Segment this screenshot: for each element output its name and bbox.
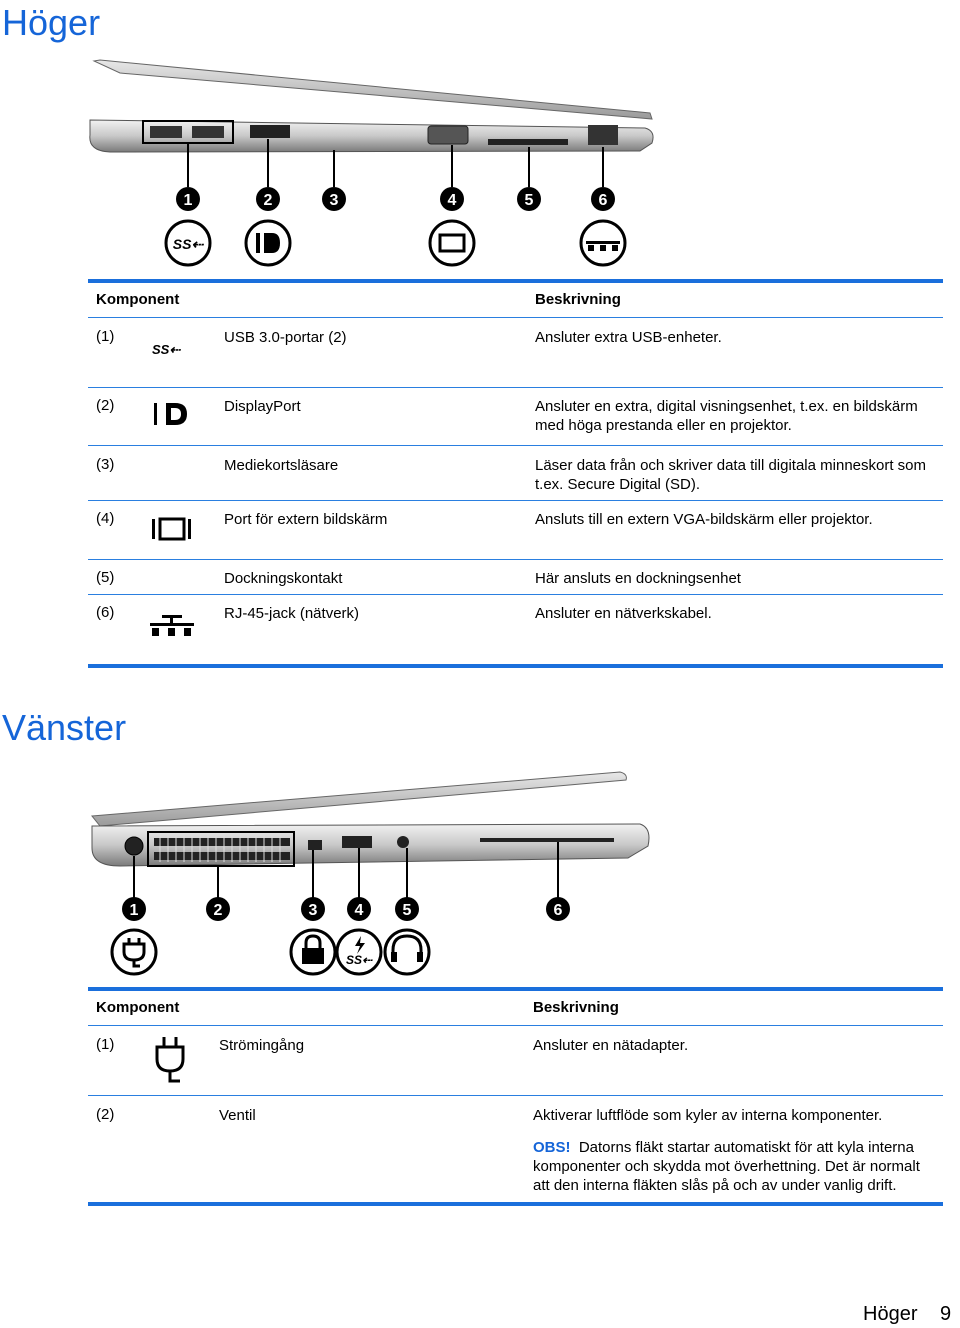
table-header-description: Beskrivning [535, 291, 621, 308]
table-bottom-rule [88, 664, 943, 668]
svg-text:3: 3 [329, 192, 339, 209]
laptop-right-side-illustration [80, 55, 660, 270]
svg-text:SS⇠: SS⇠ [345, 953, 373, 967]
component-description: Ansluter extra USB-enheter. [535, 329, 722, 346]
svg-text:3: 3 [308, 902, 318, 919]
component-description: Läser data från och skriver data till digitala minneskort som t.ex. Secure Digital (SD). [535, 457, 927, 493]
component-description: Aktiverar luftflöde som kyler av interna komponenter. [533, 1107, 883, 1124]
row-number: (5) [96, 569, 115, 586]
component-description: Här ansluts en dockningsenhet [535, 570, 741, 587]
section-title-left: Vänster [2, 707, 127, 748]
row-number: (6) [96, 604, 115, 621]
laptop-left-side-illustration [80, 768, 660, 983]
table-header-component: Komponent [96, 291, 180, 308]
component-name: Strömingång [219, 1037, 305, 1054]
row-number: (3) [96, 456, 115, 473]
table-header-component: Komponent [96, 999, 180, 1016]
component-name: USB 3.0-portar (2) [224, 329, 347, 346]
svg-text:4: 4 [354, 902, 364, 919]
table-header-description: Beskrivning [533, 999, 619, 1016]
table-bottom-rule [88, 1202, 943, 1206]
svg-text:5: 5 [524, 192, 534, 209]
row-number: (4) [96, 510, 115, 527]
component-description: Ansluter en extra, digital visningsenhet, t.ex. en bildskärm med höga prestanda eller en projektor. [535, 398, 918, 434]
svg-text:SS⇠: SS⇠ [172, 236, 204, 252]
component-description: Ansluts till en extern VGA-bildskärm eller projektor. [535, 511, 873, 528]
component-name: Mediekortsläsare [224, 457, 339, 474]
page-number: 9 [940, 1303, 952, 1325]
svg-text:2: 2 [213, 902, 223, 919]
obs-note [533, 1138, 933, 1195]
component-name: Port för extern bildskärm [224, 511, 388, 528]
svg-text:5: 5 [402, 902, 412, 919]
table-top-rule [88, 987, 943, 991]
svg-text:6: 6 [598, 192, 608, 209]
svg-text:4: 4 [447, 192, 457, 209]
svg-text:2: 2 [263, 192, 273, 209]
power-plug-icon [154, 1035, 186, 1092]
section-title-right: Höger [2, 2, 101, 43]
displayport-icon [152, 401, 194, 432]
row-number: (2) [96, 1106, 115, 1123]
right-components-table [88, 279, 943, 671]
svg-text:SS⇠: SS⇠ [152, 342, 181, 357]
obs-label: OBS! [533, 1139, 571, 1156]
component-description: Ansluter en nätadapter. [533, 1037, 689, 1054]
svg-text:1: 1 [183, 192, 193, 209]
row-number: (2) [96, 397, 115, 414]
row-number: (1) [96, 1036, 115, 1053]
footer-section-name: Höger [863, 1303, 918, 1325]
table-top-rule [88, 279, 943, 283]
obs-text: Datorns fläkt startar automatiskt för att kyla interna komponenter och skydda mot överhettning. Det är normalt att den interna fläkten slås på och av under vanlig drift. [533, 1139, 920, 1194]
network-icon [148, 615, 196, 644]
component-name: Dockningskontakt [224, 570, 343, 587]
vga-monitor-icon [150, 515, 194, 548]
row-number: (1) [96, 328, 115, 345]
component-name: Ventil [219, 1107, 256, 1124]
component-description: Ansluter en nätverkskabel. [535, 605, 712, 622]
component-name: RJ-45-jack (nätverk) [224, 605, 360, 622]
left-components-table [88, 987, 943, 1209]
usb-ss-icon [152, 341, 192, 362]
svg-text:1: 1 [129, 902, 139, 919]
component-name: DisplayPort [224, 398, 301, 415]
svg-text:6: 6 [553, 902, 563, 919]
